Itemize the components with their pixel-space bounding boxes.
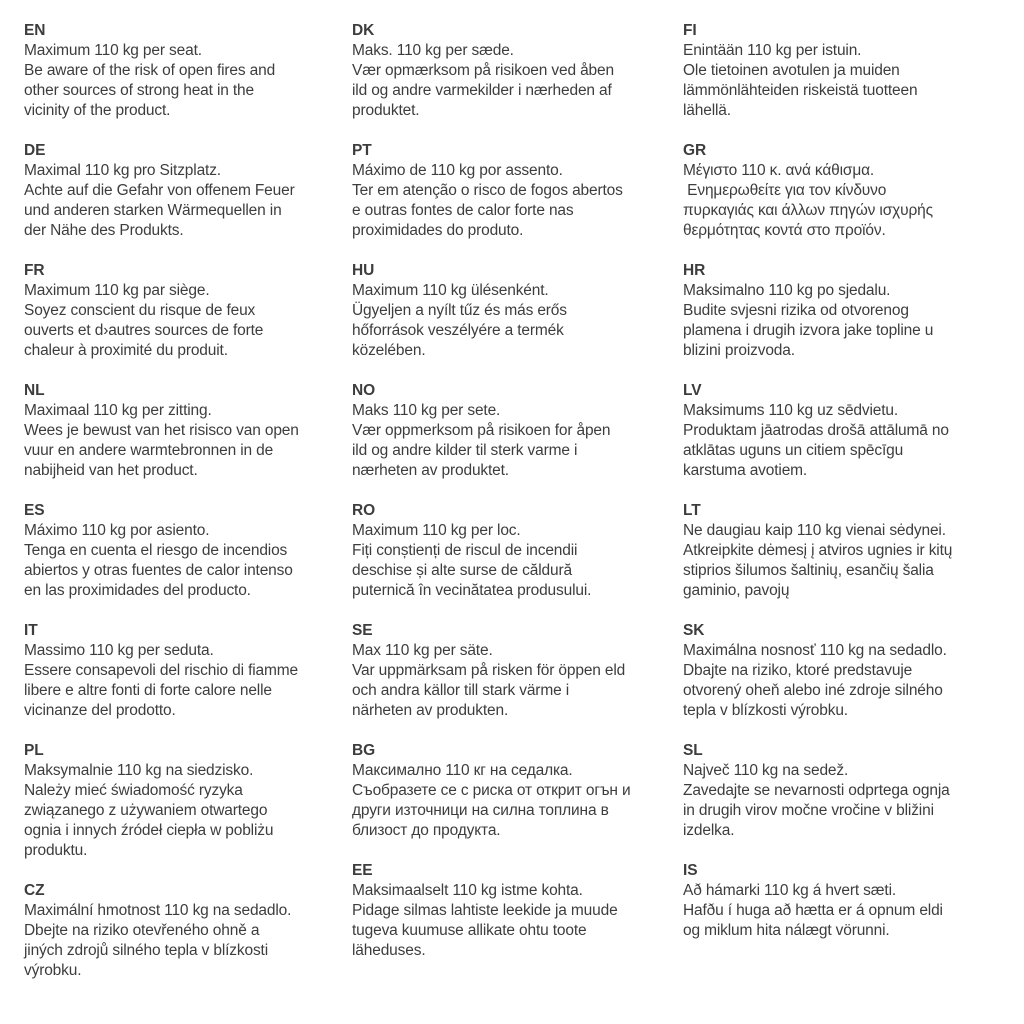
- language-code: CZ: [24, 882, 45, 899]
- text-line: närheten av produkten.: [352, 702, 509, 719]
- text-line: jiných zdrojů silného tepla v blízkosti: [24, 942, 268, 959]
- text-line: Maximálna nosnosť 110 kg na sedadlo.: [683, 642, 947, 659]
- language-block: [24, 21, 346, 121]
- language-block: [24, 881, 346, 981]
- text-line: związanego z używaniem otwartego: [24, 802, 268, 819]
- text-line: Maksimums 110 kg uz sēdvietu.: [683, 402, 899, 419]
- text-line: Ενημερωθείτε για τον κίνδυνο: [683, 182, 887, 199]
- language-block: [352, 261, 678, 361]
- language-block: [683, 21, 1017, 121]
- text-line: други източници на силна топлина в: [352, 802, 609, 819]
- text-line: lähellä.: [683, 102, 731, 119]
- text-line: other sources of strong heat in the: [24, 82, 254, 99]
- text-line: Máximo de 110 kg por assento.: [352, 162, 563, 179]
- language-code: FR: [24, 262, 45, 279]
- text-line: ognia i innych źródeł ciepła w pobliżu: [24, 822, 274, 839]
- text-line: ouverts et d›autres sources de forte: [24, 322, 264, 339]
- text-line: deschise și alte surse de căldură: [352, 562, 572, 579]
- text-line: Að hámarki 110 kg á hvert sæti.: [683, 882, 897, 899]
- text-line: Ne daugiau kaip 110 kg vienai sėdynei.: [683, 522, 946, 539]
- language-code: LT: [683, 502, 701, 519]
- language-code: LV: [683, 382, 702, 399]
- text-line: gaminio, pavojų: [683, 582, 790, 599]
- text-line: vicinity of the product.: [24, 102, 171, 119]
- text-line: ild og andre varmekilder i nærheden af: [352, 82, 612, 99]
- text-line: Max 110 kg per säte.: [352, 642, 493, 659]
- text-line: Należy mieć świadomość ryzyka: [24, 782, 243, 799]
- language-block: [24, 381, 346, 481]
- language-code: ES: [24, 502, 45, 519]
- language-code: HR: [683, 262, 706, 279]
- text-line: Atkreipkite dėmesį į atviros ugnies ir kitų: [683, 542, 953, 559]
- text-line: Dbejte na riziko otevřeného ohně a: [24, 922, 260, 939]
- text-line: Hafðu í huga að hætta er á opnum eldi: [683, 902, 943, 919]
- language-code: PT: [352, 142, 372, 159]
- text-line: Soyez conscient du risque de feux: [24, 302, 256, 319]
- text-line: Vær opmærksom på risikoen ved åben: [352, 62, 614, 79]
- text-line: Максимално 110 кг на седалка.: [352, 762, 573, 779]
- text-line: Zavedajte se nevarnosti odprtega ognja: [683, 782, 950, 799]
- text-line: tepla v blízkosti výrobku.: [683, 702, 848, 719]
- text-line: Wees je bewust van het risisco van open: [24, 422, 299, 439]
- text-line: der Nähe des Produkts.: [24, 222, 184, 239]
- language-block: [24, 621, 346, 721]
- text-line: Essere consapevoli del rischio di fiamme: [24, 662, 298, 679]
- text-line: Massimo 110 kg per seduta.: [24, 642, 214, 659]
- language-code: BG: [352, 742, 376, 759]
- language-block: [352, 21, 678, 121]
- text-line: Dbajte na riziko, ktoré predstavuje: [683, 662, 913, 679]
- text-line: Μέγιστο 110 κ. ανά κάθισμα.: [683, 162, 875, 179]
- text-line: stiprios šilumos šaltinių, esančių šalia: [683, 562, 934, 579]
- text-line: og miklum hita nálægt vörunni.: [683, 922, 890, 939]
- text-line: nærheten av produktet.: [352, 462, 509, 479]
- language-code: NL: [24, 382, 45, 399]
- text-line: proximidades do produto.: [352, 222, 524, 239]
- language-block: [24, 741, 346, 861]
- language-code: EN: [24, 22, 46, 39]
- language-block: [352, 381, 678, 481]
- text-line: plamena i drugih izvora jake topline u: [683, 322, 934, 339]
- text-line: en las proximidades del producto.: [24, 582, 251, 599]
- language-block: [683, 621, 1017, 721]
- text-line: chaleur à proximité du produit.: [24, 342, 228, 359]
- language-block: [352, 621, 678, 721]
- text-line: Achte auf die Gefahr von offenem Feuer: [24, 182, 295, 199]
- text-line: Máximo 110 kg por asiento.: [24, 522, 210, 539]
- text-line: och andra källor till stark värme i: [352, 682, 569, 699]
- text-line: Maximální hmotnost 110 kg na sedadlo.: [24, 902, 292, 919]
- text-line: Ügyeljen a nyílt tűz és más erős: [352, 302, 567, 319]
- text-line: Fiți conștienți de riscul de incendii: [352, 542, 578, 559]
- text-line: vuur en andere warmtebronnen in de: [24, 442, 274, 459]
- text-line: otvorený oheň alebo iné zdroje silného: [683, 682, 943, 699]
- text-line: ild og andre kilder til sterk varme i: [352, 442, 578, 459]
- language-column-3: [683, 21, 1017, 961]
- language-code: SL: [683, 742, 703, 759]
- language-block: [24, 501, 346, 601]
- text-line: Največ 110 kg na sedež.: [683, 762, 849, 779]
- language-code: FI: [683, 22, 697, 39]
- text-line: Produktam jāatrodas drošā attālumā no: [683, 422, 949, 439]
- text-line: Maximum 110 kg par siège.: [24, 282, 210, 299]
- text-line: blizini proizvoda.: [683, 342, 795, 359]
- text-line: Съобразете се с риска от открит огън и: [352, 782, 631, 799]
- language-block: [683, 861, 1017, 941]
- language-code: IS: [683, 862, 698, 879]
- language-code: NO: [352, 382, 376, 399]
- language-block: [352, 861, 678, 961]
- text-line: πυρκαγιάς και άλλων πηγών ισχυρής: [683, 202, 933, 219]
- text-line: Var uppmärksam på risken för öppen eld: [352, 662, 626, 679]
- text-line: Maximum 110 kg ülésenként.: [352, 282, 549, 299]
- language-code: IT: [24, 622, 38, 639]
- language-column-1: [24, 21, 346, 1001]
- language-code: GR: [683, 142, 707, 159]
- language-code: HU: [352, 262, 375, 279]
- text-line: vicinanze del prodotto.: [24, 702, 176, 719]
- text-line: Be aware of the risk of open fires and: [24, 62, 276, 79]
- language-code: DE: [24, 142, 46, 159]
- text-line: Maks 110 kg per sete.: [352, 402, 501, 419]
- text-line: Tenga en cuenta el riesgo de incendios: [24, 542, 288, 559]
- text-line: atklātas uguns un citiem spēcīgu: [683, 442, 904, 459]
- language-block: [24, 261, 346, 361]
- text-line: lämmönlähteiden riskeistä tuotteen: [683, 82, 918, 99]
- text-line: abiertos y otras fuentes de calor intenso: [24, 562, 293, 579]
- language-column-2: [352, 21, 678, 981]
- text-line: produktet.: [352, 102, 420, 119]
- language-code: SE: [352, 622, 373, 639]
- text-line: in drugih virov močne vročine v bližini: [683, 802, 934, 819]
- text-line: karstuma avotiem.: [683, 462, 808, 479]
- text-line: produktu.: [24, 842, 88, 859]
- language-block: [352, 501, 678, 601]
- language-code: SK: [683, 622, 705, 639]
- text-line: puternică în vecinătatea produsului.: [352, 582, 592, 599]
- text-line: tugeva kuumuse allikate ohtu toote: [352, 922, 587, 939]
- text-line: výrobku.: [24, 962, 82, 979]
- text-line: Maksimalno 110 kg po sjedalu.: [683, 282, 891, 299]
- text-line: Vær oppmerksom på risikoen for åpen: [352, 422, 611, 439]
- language-block: [352, 141, 678, 241]
- text-line: θερμότητας κοντά στο προϊόν.: [683, 222, 886, 239]
- language-block: [683, 141, 1017, 241]
- language-code: RO: [352, 502, 376, 519]
- text-line: Pidage silmas lahtiste leekide ja muude: [352, 902, 618, 919]
- language-block: [683, 261, 1017, 361]
- text-line: közelében.: [352, 342, 426, 359]
- language-block: [352, 741, 678, 841]
- text-line: izdelka.: [683, 822, 735, 839]
- text-line: Maximaal 110 kg per zitting.: [24, 402, 212, 419]
- text-line: Enintään 110 kg per istuin.: [683, 42, 862, 59]
- text-line: Maksimaalselt 110 kg istme kohta.: [352, 882, 583, 899]
- text-line: Maximal 110 kg pro Sitzplatz.: [24, 162, 221, 179]
- text-line: Maksymalnie 110 kg na siedzisko.: [24, 762, 254, 779]
- language-block: [683, 381, 1017, 481]
- text-line: близост до продукта.: [352, 822, 501, 839]
- text-line: und anderen starken Wärmequellen in: [24, 202, 282, 219]
- language-block: [683, 741, 1017, 841]
- text-line: e outras fontes de calor forte nas: [352, 202, 574, 219]
- language-code: PL: [24, 742, 44, 759]
- text-line: läheduses.: [352, 942, 426, 959]
- text-line: Maks. 110 kg per sæde.: [352, 42, 514, 59]
- language-block: [24, 141, 346, 241]
- text-line: hőforrások veszélyére a termék: [352, 322, 564, 339]
- text-line: Maximum 110 kg per loc.: [352, 522, 521, 539]
- text-line: Ter em atenção o risco de fogos abertos: [352, 182, 623, 199]
- language-code: DK: [352, 22, 375, 39]
- text-line: Budite svjesni rizika od otvorenog: [683, 302, 909, 319]
- text-line: nabijheid van het product.: [24, 462, 198, 479]
- language-block: [683, 501, 1017, 601]
- language-code: EE: [352, 862, 373, 879]
- text-line: Maximum 110 kg per seat.: [24, 42, 202, 59]
- text-line: libere e altre fonti di forte calore nelle: [24, 682, 272, 699]
- text-line: Ole tietoinen avotulen ja muiden: [683, 62, 900, 79]
